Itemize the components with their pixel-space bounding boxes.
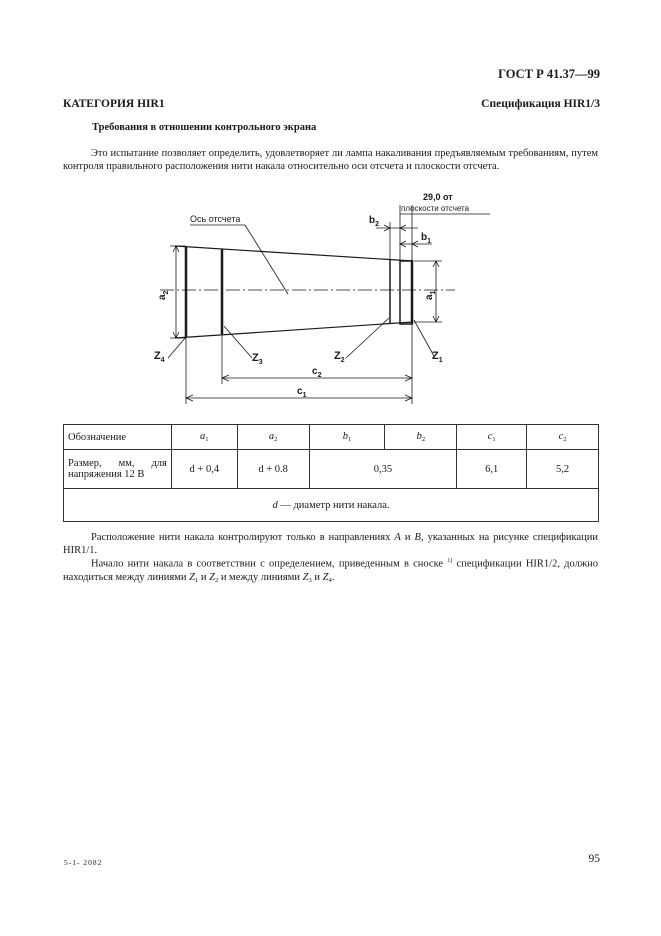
- symbol-c2: $c_2$: [527, 425, 599, 450]
- label-z4: $Z_4$: [154, 350, 165, 364]
- table-note-row: [64, 489, 599, 522]
- size-row-label: Размер, мм, для напряжения 12 В: [64, 450, 172, 489]
- symbol-c1: $c_1$: [457, 425, 527, 450]
- category-title: КАТЕГОРИЯ HIR1: [63, 98, 165, 110]
- symbol-b2: $b_2$: [385, 425, 457, 450]
- label-a2: $a_2$: [157, 290, 170, 300]
- filament-start-paragraph: Начало нити накала в соответствии с определением, приведенным в сноске $^{1)}$ спецификации HIR1/2, должно находиться между линиями $Z_1$ и $Z_2$ и между линиями $Z_3$ и $Z_4$.: [63, 558, 598, 584]
- standard-number: ГОСТ Р 41.37—99: [498, 67, 600, 81]
- intro-paragraph: Это испытание позволяет определить, удовлетворяет ли лампа накаливания предъявляемым требованиям, путем контроля правильного расположения нити накала относительно оси отсчета и плоскости отсчета.: [63, 148, 598, 172]
- label-c1: $c_1$: [297, 386, 307, 399]
- ref-distance-label: 29,0 от: [423, 192, 453, 202]
- label-b2: $b_2$: [369, 215, 380, 228]
- dimensions-table: [63, 424, 599, 522]
- value-b1-b2: 0,35: [309, 450, 457, 489]
- label-z1: $Z_1$: [432, 350, 443, 364]
- label-c2: $c_2$: [312, 366, 322, 379]
- label-b1: $b_1$: [421, 232, 432, 245]
- designation-header: Обозначение: [64, 425, 172, 450]
- page-number: 95: [588, 853, 600, 865]
- value-a1: d + 0,4: [171, 450, 237, 489]
- value-c2: 5,2: [527, 450, 599, 489]
- b-zone-rect: [400, 261, 412, 324]
- print-code: 5-1- 2082: [64, 858, 103, 867]
- ref-plane-label: плоскости отсчета: [401, 204, 470, 213]
- symbol-b1: $b_1$: [309, 425, 385, 450]
- section-subheading: Требования в отношении контрольного экрана: [92, 122, 317, 133]
- lower-boundary-line: [175, 322, 413, 338]
- label-z2: $Z_2$: [334, 350, 345, 364]
- value-c1: 6,1: [457, 450, 527, 489]
- directions-paragraph: Расположение нити накала контролируют только в направлениях A и B, указанных на рисунке спецификации HIR1/1.: [63, 532, 598, 556]
- upper-boundary-line: [175, 246, 413, 261]
- label-z3: $Z_3$: [252, 352, 263, 366]
- specification-title: Спецификация HIR1/3: [481, 98, 600, 110]
- value-a2: d + 0.8: [237, 450, 309, 489]
- symbol-a1: $a_1$: [171, 425, 237, 450]
- table-note: d — диаметр нити накала.: [64, 489, 599, 522]
- symbol-a2: $a_2$: [237, 425, 309, 450]
- table-header-row: [64, 425, 599, 450]
- filament-position-diagram: [140, 185, 500, 410]
- table-row: [64, 450, 599, 489]
- axis-label: Ось отсчета: [190, 214, 241, 224]
- label-a1: $a_1$: [424, 290, 437, 300]
